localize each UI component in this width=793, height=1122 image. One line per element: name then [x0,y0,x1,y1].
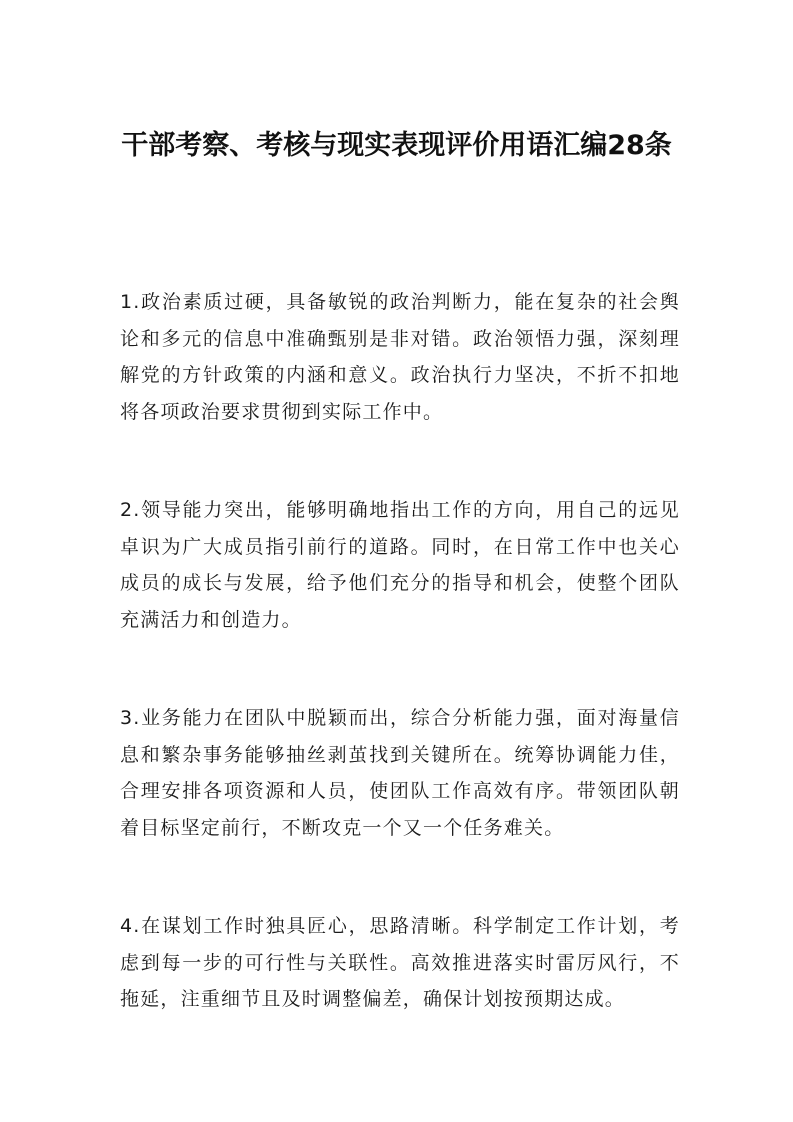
paragraph-2: 2.领导能力突出，能够明确地指出工作的方向，用自己的远见卓识为广大成员指引前行的道路。同时，在日常工作中也关心成员的成长与发展，给予他们充分的指导和机会，使整个团队充满活力和创造力。 [120,499,680,631]
document-title: 干部考察、考核与现实表现评价用语汇编28条 [121,130,672,161]
paragraph-4: 4.在谋划工作时独具匠心，思路清晰。科学制定工作计划，考虑到每一步的可行性与关联性。高效推进落实时雷厉风行，不拖延，注重细节且及时调整偏差，确保计划按预期达成。 [120,915,680,1010]
paragraph-3: 3.业务能力在团队中脱颖而出，综合分析能力强，面对海量信息和繁杂事务能够抽丝剥茧找到关键所在。统筹协调能力佳，合理安排各项资源和人员，使团队工作高效有序。带领团队朝着目标坚定前行，不断攻克一个又一个任务难关。 [120,707,680,839]
paragraph-1: 1.政治素质过硬，具备敏锐的政治判断力，能在复杂的社会舆论和多元的信息中准确甄别是非对错。政治领悟力强，深刻理解党的方针政策的内涵和意义。政治执行力坚决，不折不扣地将各项政治要求贯彻到实际工作中。 [120,291,680,423]
